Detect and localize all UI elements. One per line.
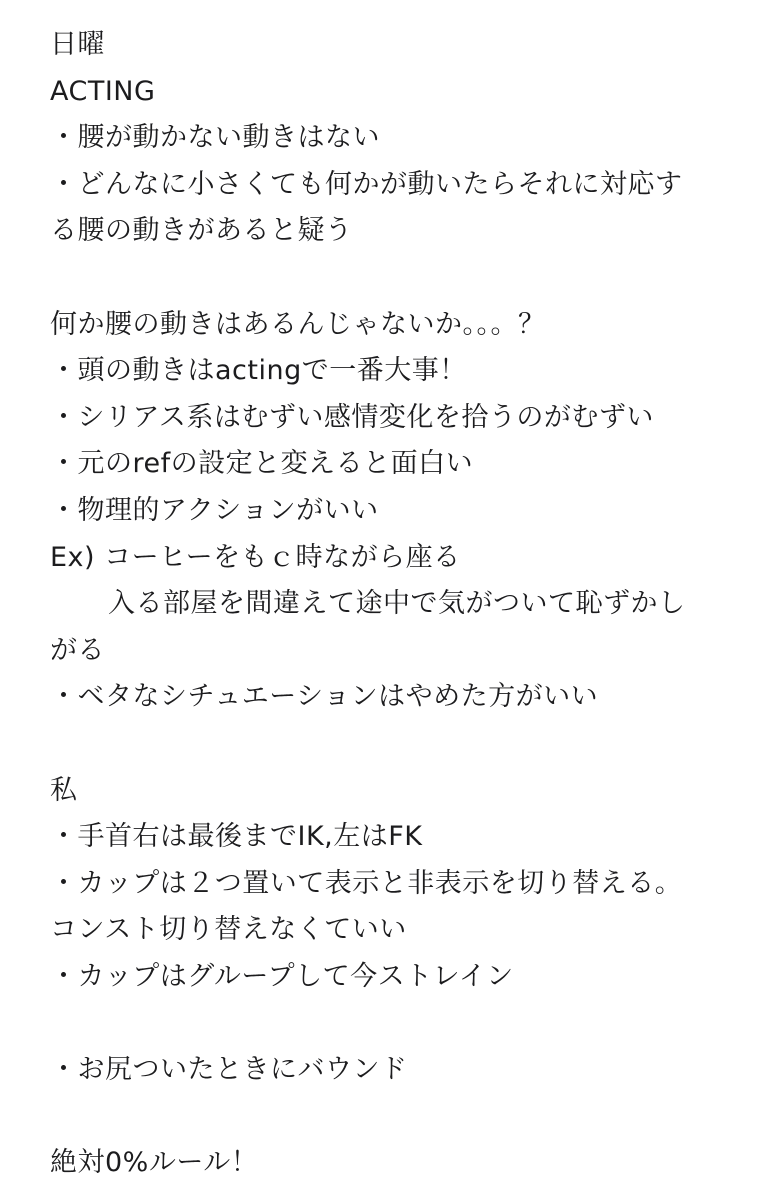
note-blank-line xyxy=(50,1000,750,1047)
note-line-bullet: ・ベタなシチュエーションはやめた方がいい xyxy=(50,681,599,713)
note-line-bullet: ・お尻ついたときにバウンド xyxy=(50,1054,408,1086)
note-line-question: 何か腰の動きはあるんじゃないか。。。？ xyxy=(50,308,546,340)
note-blank-line xyxy=(50,721,750,768)
note-line-bullet: ・カップはグループして今ストレイン xyxy=(50,960,514,992)
note-line-bullet: ・どんなに小さくても何かが動いたらそれに対応す xyxy=(50,168,683,200)
note-line-day: 日曜 xyxy=(50,29,105,60)
note-line-continuation: コンスト切り替えなくていい xyxy=(50,914,407,946)
note-blank-line xyxy=(50,1094,750,1141)
note-blank-line xyxy=(50,255,750,302)
note-line-bullet: ・物理的アクションがいい xyxy=(50,494,379,526)
note-line-bullet: ・元のrefの設定と変えると面白い xyxy=(50,448,474,480)
note-line-bullet: ・シリアス系はむずい感情変化を拾うのがむずい xyxy=(50,401,654,433)
note-line-heading-acting: ACTING xyxy=(50,75,156,107)
note-line-bullet: ・カップは２つ置いて表示と非表示を切り替える。 xyxy=(50,867,683,899)
note-line-bullet: ・腰が動かない動きはない xyxy=(50,122,380,154)
note-line-continuation: がる xyxy=(50,634,105,666)
note-line-bullet: ・手首右は最後までIK,左はFK xyxy=(50,821,423,853)
note-line-bullet: ・頭の動きはactingで一番大事！ xyxy=(50,355,467,387)
note-line-example: Ex) コーヒーをもｃ時ながら座る xyxy=(50,541,461,573)
note-line-rule: 絶対0%ルール！ xyxy=(50,1147,259,1179)
note-body[interactable] xyxy=(50,22,750,1187)
note-line-continuation: る腰の動きがあると疑う xyxy=(50,215,353,247)
note-line-heading-me: 私 xyxy=(50,774,78,806)
note-line-example-indented: 入る部屋を間違えて途中で気がついて恥ずかし xyxy=(108,588,686,620)
